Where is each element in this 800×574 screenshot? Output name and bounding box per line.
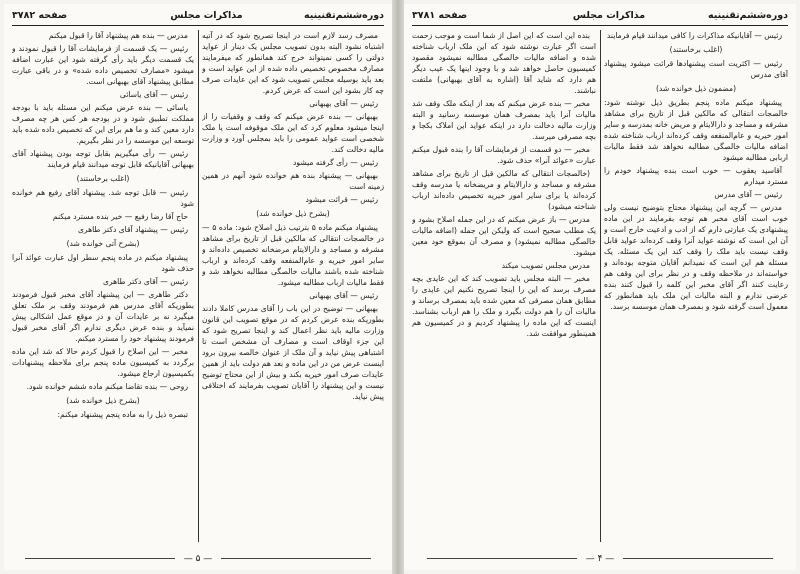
paragraph: بنده این است که این اصل از شما است و موجب زحمت است اگر عبارت نوشته شود که این ملک ارباب شناخته شده و اضافه مالیات خالصگی مطالبه نمیشود مقصود کمیسیون حاصل خواهد شد و با وجود اینها یک عیب دیگر هم دارد که شاید آقا (اشاره به آقای بهبهانی) ملتفت نباشند. [412, 31, 596, 95]
text-column-right [604, 30, 788, 542]
paragraph: مدرس — باز عرض میکنم که در این جمله اصلاح بشود و یک مطلب صحیح است که ولیکن این جمله (اضافه مالیات خالصگی مطالبه نمیشود) و مصرف آن بموقع خود معین میشود. [412, 215, 596, 257]
page-header [412, 8, 788, 24]
stage-direction: (بشرح ذیل خوانده شد) [66, 396, 140, 405]
paragraph: مخبر — البته مجلس باید تصویب کند که این عایدی بچه مصرف برسد که این را اینجا تصریح نکنیم این عایدی را مطابق همان مصرفی که معین شده باید بمصرف برساند و مالیات آن را هم دولت بگیرد و ملک را هم ارباب بشناسد. اینست که این ماده را پیشنهاد کردیم و در کمیسیون هم همینطور موافقت شد. [412, 274, 596, 338]
paragraph: دکتر طاهری — این پیشنهاد آقای مخبر قبول فرمودند بطوریکه آقای مدرس هم فرمودند وقف بر ملک تعلق میگیرد نه بر عایدات آن و در موقع عمل اشکالی پیش نمیآید و بنده عرض دیگری ندارم اگر آقای مخبر قبول فرمودند پیشنهاد خود را مسترد میکنم. [12, 290, 194, 343]
footer-rule [221, 558, 371, 559]
page-footer [404, 554, 796, 564]
page-number-label: صفحه ۳۷۸۱ [412, 10, 468, 21]
book-gutter [392, 0, 404, 574]
page-header [12, 8, 384, 24]
paragraph: رئیس — آقای یاسائی [119, 90, 188, 99]
series-title: دوره‌ششم‌تقنینیه [304, 10, 384, 21]
paragraph: رئیس — رأی میگیریم بقابل توجه بودن پیشنهاد آقای بهبهانی آقایانیکه قابل توجه میدانند قیام فرمایند [12, 149, 194, 169]
paragraph: مدرس — بنده هم پیشنهاد آقا را قبول میکنم [48, 31, 188, 40]
page-number-label: صفحه ۳۷۸۲ [12, 10, 68, 21]
paragraph: رئیس — آقای بهبهانی [309, 99, 378, 108]
footer-page-number: — ۵ — [183, 554, 213, 564]
paragraph: بهبهانی — پیشنهاد بنده هم خوانده شود آنهم در همین زمینه است [202, 171, 384, 191]
journal-title: مذاکرات مجلس [572, 10, 646, 21]
header-rule [412, 25, 788, 26]
text-column-left [12, 30, 194, 542]
paragraph: رئیس — قابل توجه شد. پیشنهاد آقای رفیع هم خوانده شود [12, 188, 194, 208]
paragraph: رئیس — آقایانیکه مذاکرات را کافی میدانند قیام فرمایند [606, 31, 782, 40]
paragraph: رئیس — رأی گرفته میشود [293, 158, 378, 167]
paragraph: یاسائی — بنده عرض میکنم این مسئله باید با بودجه مملکت تطبیق شود و در بودجه هر کس هر چه مصرف دارد معین کند و ما هم برای این که تخصیص داده شده باید توسعه این موسسه را در نظر بگیریم. [12, 103, 194, 145]
footer-page-number: — ۴ — [585, 554, 615, 564]
stage-direction: (بشرح آتی خوانده شد) [66, 239, 140, 248]
paragraph: مدرس — گرچه این پیشنهاد محتاج بتوضیح نیست ولی خوب است آقای مخبر هم توجه بفرمایند در این ماده پیشنهادی یک عبارتی دارم که از ادب و ادعیت خارج است و آن این است که نوشته عواید آنرا وقف کرده‌اند عواید قابل وقف نیست باید ملک را وقف کند این یک مسئله. یک مسئله هم این است که نمیدانم آقایان متوجه بوده‌اند و خواسته‌اند در ملاحظه وقف و در نظر برای این وقف هم رعایت کنند اگر آقای مخبر این کلمه را قبول کنند بنده عرضی ندارم و البته مالیات این ملک باید همانطور که معمول است گرفته شود و بمصرف همان موسسه برسد. [604, 203, 788, 311]
paragraph: مدرس مجلس تصویب میکند [501, 261, 590, 270]
header-rule [12, 25, 384, 26]
footer-rule [427, 558, 577, 559]
paragraph: پیشنهاد میکنم ماده ۵ بترتیب ذیل اصلاح شود: ماده ۵ — در خالصجات انتقالی که مالکین قبل از تاریخ برای مشاهد مشرفه و مساجد و دارالایتام مرضخانه تخصیص داده‌اند و سایر امور خیریه و عام‌المنفعه وقف کرده‌اند و ارباب شناخته شده باشند مالیات خالصگی مطالبه نخواهد شد و فقط مالیات ارباب مطالبه میشود. [202, 223, 384, 287]
paragraph: رئیس — آقای مدرس [714, 190, 782, 199]
paragraph: مخبر — این اصلاح را قبول کردم حالا که شد این ماده برگردد به کمیسیون ماده پنجم برای ملاحظه پیشنهادات بکمیسیون ارجاع میشود. [12, 347, 194, 378]
paragraph: تبصره ذیل را به ماده پنجم پیشنهاد میکنم: [57, 410, 188, 419]
paragraph: بهبهانی — توضیح در این باب را آقای مدرس کاملا دادند بطوریکه بنده عرض کردم که در موقع تصویب این قانون وزارت مالیه باید نظر اعمال کند و اینجا تصریح شود که این جزء اوقاف است و مصارف آن مشخص است تا اشتباهی پیش نیاید و آن ملک از عنوان خالصه بیرون برود اینست عرض من در این ماده و بعد هم دولت باید از همین عایدات صرف امور خیریه بکند و بیش از این محتاج توضیح نیست و این پیشنهاد را آقایان تصویب بفرمایند که اختلافی پیش نیاید. [202, 304, 384, 401]
footer-rule [623, 558, 773, 559]
stage-direction: (مضمون ذیل خوانده شد) [655, 84, 737, 93]
paragraph: آقاسید یعقوب — خوب است بنده پیشنهاد خودم را مسترد میدارم [604, 166, 788, 186]
left-page [4, 4, 392, 570]
page-footer [4, 554, 392, 564]
paragraph: حاج آقا رضا رفیع — خیر بنده مسترد میکنم [52, 212, 188, 221]
right-page [404, 4, 796, 570]
paragraph: مصرف رسد لازم است در اینجا تصریح شود که در آتیه اشتباه نشود البته بدون تصویب مجلس یک دینار از عواید دولتی را کسی نمیتواند خرج کند همانطور که میفرمایند مصارف مخصوص تخصیص داده شده از این عواید است و بعد باید بوسیله مجلس تصویب شود که این عایدات صرف چه کار بشود این است که عرض کردم. [202, 31, 384, 95]
paragraph: (خالصجات انتقالی که مالکین قبل از تاریخ برای مشاهد مشرفه و مساجد و دارالایتام و مریضخانه یا مدرسه وقف کرده‌اند یا برای سایر امور خیریه تخصیص داده‌اند ارباب شناخته میشود) [412, 169, 596, 211]
paragraph: روحی — بنده تقاضا میکنم ماده ششم خوانده شود. [26, 382, 188, 391]
stage-direction: (بشرح ذیل خوانده شد) [256, 209, 330, 218]
paragraph: رئیس — یک قسمت از فرمایشات آقا را قبول نمودند و یک قسمت دیگر باید رأی گرفته شود این عبارت اضافه میشود «مصارف تخصیص داده شده» و در باقی عبارت مطابق پیشنهاد آقای بهبهانی است. [12, 44, 194, 86]
column-divider [198, 30, 199, 542]
paragraph: رئیس — قرائت میشود [305, 195, 378, 204]
paragraph: مخبر — دو قسمت از فرمایشات آقا را بنده قبول میکنم عبارت «عوائد آنرا» حذف شود. [412, 145, 596, 165]
paragraph: مخبر — بنده عرض میکنم که بعد از اینکه ملک وقف شد مالیات آنرا باید بمصرف همان موسسه رسانید و البته وزارت مالیه دخالت دارد در اینکه عواید این املاک بکجا و بچه مصرفی میرسد. [412, 99, 596, 141]
footer-rule [25, 558, 175, 559]
stage-direction: (اغلب برخاستند) [669, 45, 723, 54]
stage-direction: (اغلب برخاستند) [76, 174, 130, 183]
paragraph: پیشنهاد میکنم در ماده پنجم سطر اول عبارت عوائد آنرا حذف شود [12, 253, 194, 273]
text-column-right [202, 30, 384, 542]
column-divider [600, 30, 601, 542]
paragraph: بهبهانی — بنده عرض میکنم که وقف و وقفیات را از اینجا میشود معلوم کرد که این ملک موقوفه است یا ملک شخصی است عواید عمومی را باید بمجلس آورد و وزارت مالیه دخالت کند. [202, 112, 384, 154]
paragraph: پیشنهاد میکنم ماده پنجم بطریق ذیل نوشته شود: خالصجات انتقالی که مالکین قبل از تاریخ برای مشاهد مشرفه و مساجد و دارالایتام و مریض خانه بمدرسه و سایر امور خیریه و عام‌المنفعه وقف کرده‌اند ارباب شناخته شده اضافه مالیات خالصگی مطالبه نخواهد شد فقط مالیات اربابی مطالبه میشود [604, 98, 788, 162]
paragraph: رئیس — پیشنهاد آقای دکتر طاهری [77, 225, 188, 234]
paragraph: رئیس — آقای بهبهانی [309, 291, 378, 300]
paragraph: رئیس — اکثریت است پیشنهادها قرائت میشود پیشنهاد آقای مدرس [604, 59, 788, 79]
text-column-left [412, 30, 596, 542]
journal-title: مذاکرات مجلس [170, 10, 243, 21]
paragraph: رئیس — آقای دکتر طاهری [103, 277, 188, 286]
series-title: دوره‌ششم‌تقنینیه [708, 10, 788, 21]
